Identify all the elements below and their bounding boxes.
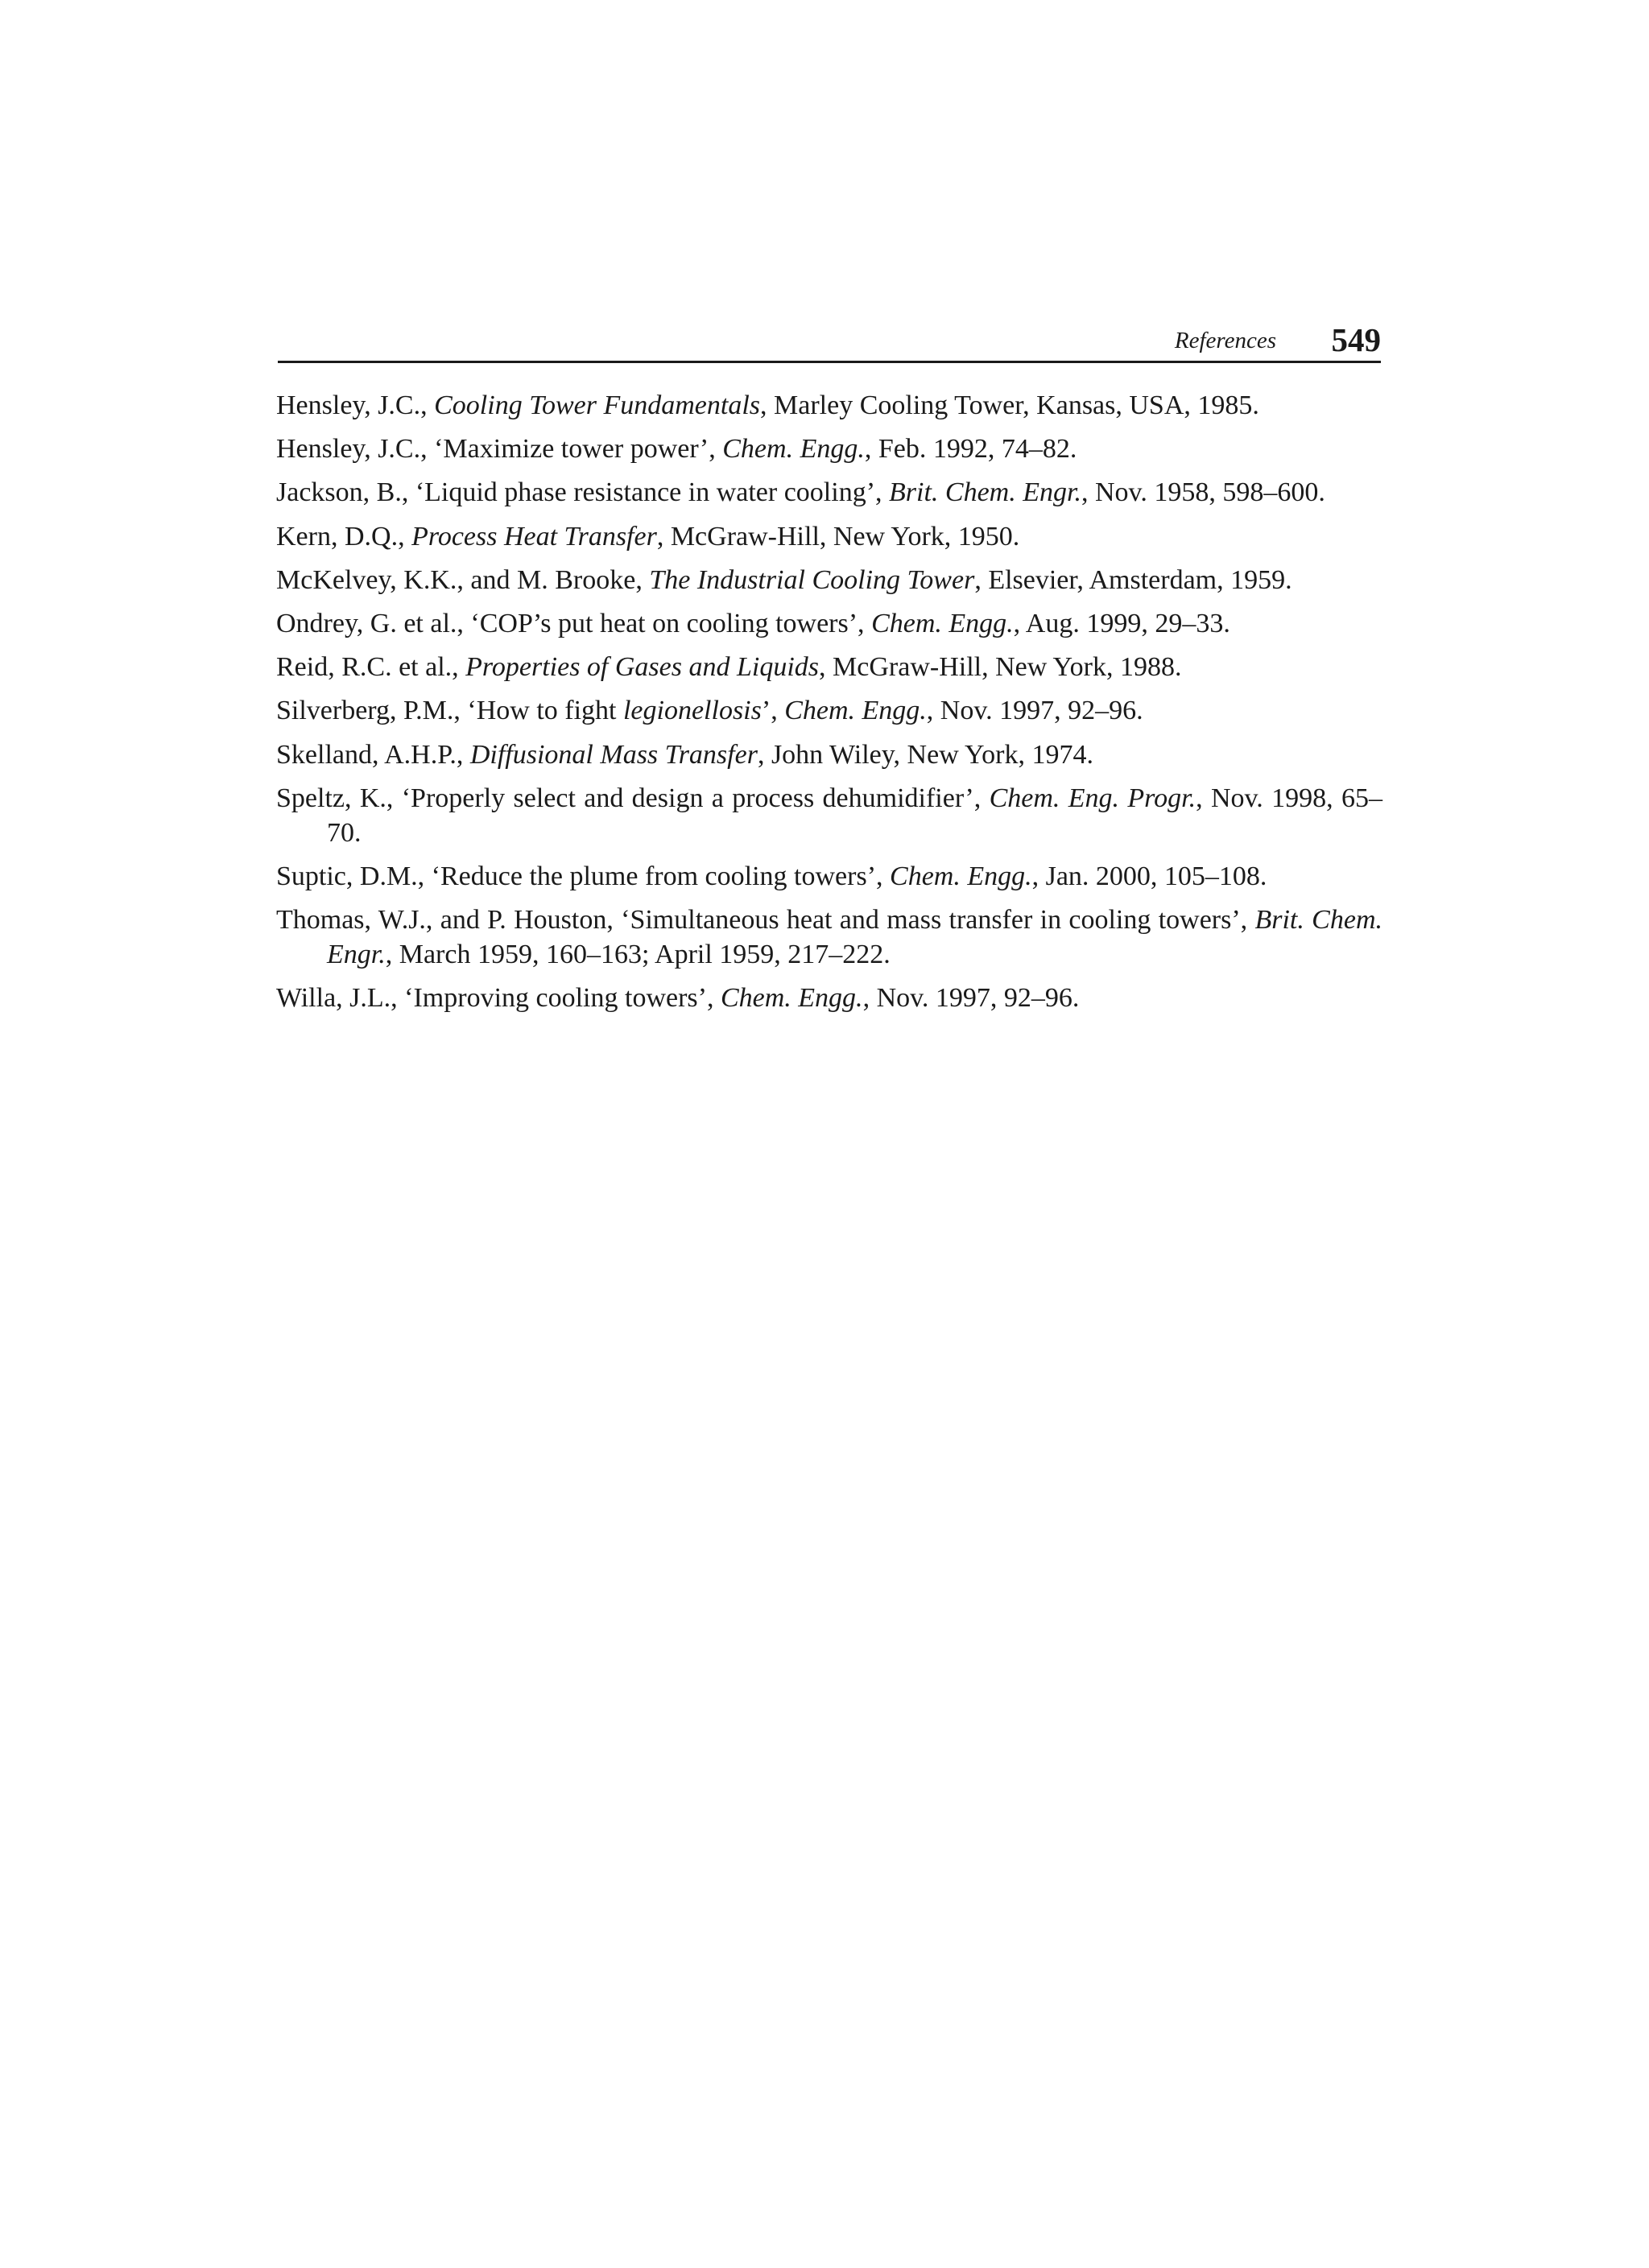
- reference-entry: [276, 903, 1382, 972]
- reference-italic-text: Chem. Engg.: [890, 861, 1032, 891]
- reference-entry: [276, 432, 1382, 466]
- page-number: 549: [1331, 321, 1381, 358]
- page-header: [278, 316, 1381, 363]
- reference-text: Speltz, K., ‘Properly select and design a process dehumidifier’,: [276, 783, 990, 813]
- reference-text: Willa, J.L., ‘Improving cooling towers’,: [276, 983, 721, 1014]
- reference-text: McKelvey, K.K., and M. Brooke,: [276, 564, 650, 595]
- reference-entry: [276, 519, 1382, 554]
- reference-text: , Marley Cooling Tower, Kansas, USA, 1985.: [760, 390, 1259, 420]
- reference-list: [276, 388, 1382, 1024]
- reference-italic-text: Diffusional Mass Transfer: [469, 739, 758, 770]
- reference-italic-text: legionellosis: [622, 696, 762, 726]
- reference-italic-text: The Industrial Cooling Tower: [649, 564, 975, 595]
- reference-text: , Nov. 1997, 92–96.: [862, 983, 1080, 1014]
- reference-text: , March 1959, 160–163; April 1959, 217–222.: [385, 940, 891, 970]
- reference-entry: [276, 859, 1382, 894]
- reference-italic-text: Chem. Engg.: [871, 608, 1014, 638]
- reference-italic-text: Chem. Engg.: [720, 983, 863, 1014]
- reference-italic-text: Cooling Tower Fundamentals: [434, 390, 761, 420]
- reference-text: Kern, D.Q.,: [276, 521, 412, 552]
- reference-italic-text: Chem. Eng. Progr.: [989, 783, 1196, 813]
- reference-text: Jackson, B., ‘Liquid phase resistance in water cooling’,: [276, 477, 890, 508]
- reference-italic-text: Chem. Engg.: [784, 696, 927, 726]
- reference-italic-text: Process Heat Transfer: [411, 521, 657, 552]
- reference-text: Suptic, D.M., ‘Reduce the plume from cooling towers’,: [276, 861, 891, 891]
- reference-entry: [276, 475, 1382, 510]
- reference-entry: [276, 781, 1382, 850]
- reference-entry: [276, 650, 1382, 684]
- reference-italic-text: Brit. Chem. Engr.: [889, 477, 1081, 508]
- reference-text: , Elsevier, Amsterdam, 1959.: [974, 564, 1292, 595]
- reference-text: , Aug. 1999, 29–33.: [1013, 608, 1230, 638]
- reference-italic-text: Chem. Engg.: [722, 434, 865, 465]
- reference-text: , Feb. 1992, 74–82.: [864, 434, 1077, 465]
- reference-entry: [276, 981, 1382, 1015]
- reference-text: Hensley, J.C., ‘Maximize tower power’,: [276, 434, 723, 465]
- reference-text: , Nov. 1997, 92–96.: [926, 696, 1143, 726]
- reference-text: , Jan. 2000, 105–108.: [1031, 861, 1267, 891]
- reference-text: Skelland, A.H.P.,: [276, 739, 470, 770]
- reference-text: ’,: [761, 696, 785, 726]
- reference-entry: [276, 606, 1382, 641]
- running-head: References: [1174, 328, 1276, 353]
- reference-entry: [276, 693, 1382, 728]
- reference-entry: [276, 737, 1382, 772]
- reference-italic-text: Properties of Gases and Liquids: [465, 652, 820, 683]
- reference-entry: [276, 388, 1382, 423]
- reference-text: Ondrey, G. et al., ‘COP’s put heat on cooling towers’,: [276, 608, 872, 638]
- reference-text: , Nov. 1998, 65–70.: [327, 783, 1382, 848]
- reference-entry: [276, 563, 1382, 597]
- reference-text: Silverberg, P.M., ‘How to fight: [276, 696, 623, 726]
- reference-text: Hensley, J.C.,: [276, 390, 435, 420]
- reference-text: , John Wiley, New York, 1974.: [757, 739, 1093, 770]
- reference-text: , McGraw-Hill, New York, 1988.: [819, 652, 1182, 683]
- reference-text: Thomas, W.J., and P. Houston, ‘Simultaneous heat and mass transfer in cooling towers’,: [276, 905, 1255, 936]
- reference-italic-text: Brit. Chem. Engr.: [327, 905, 1382, 970]
- reference-text: , Nov. 1958, 598–600.: [1081, 477, 1325, 508]
- reference-text: , McGraw-Hill, New York, 1950.: [656, 521, 1020, 552]
- reference-text: Reid, R.C. et al.,: [276, 652, 466, 683]
